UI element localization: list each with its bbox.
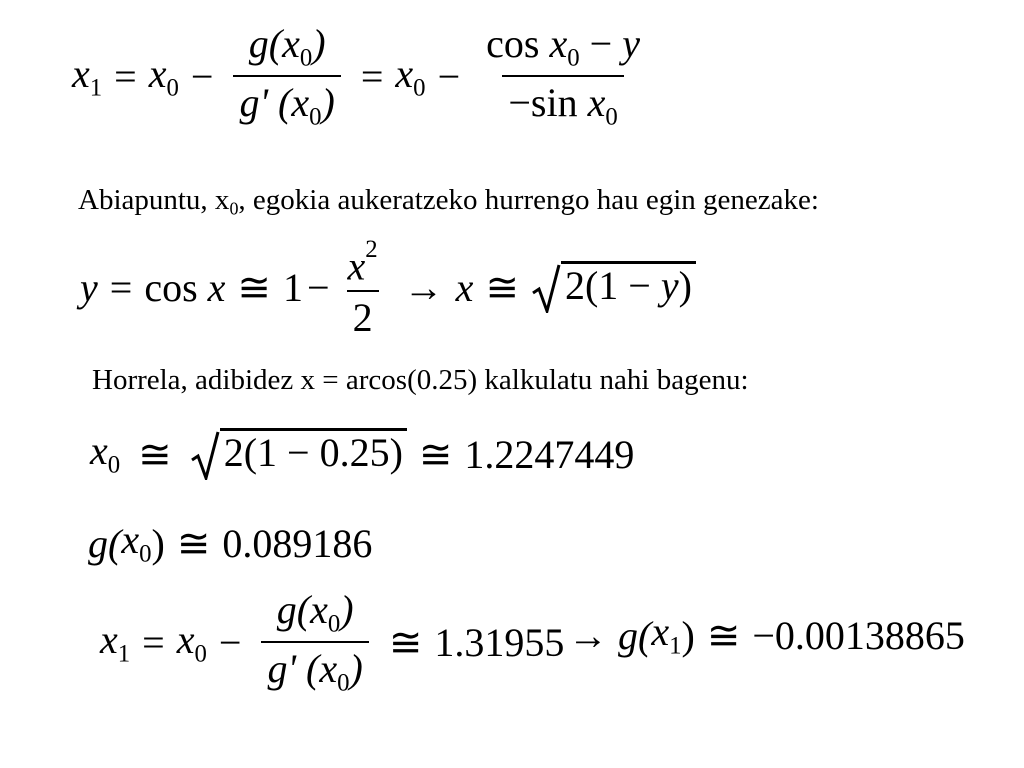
x0-symbol: $x_0$ [176, 616, 207, 668]
cos-over-sin-fraction [480, 21, 646, 132]
x0-symbol: $x_0$ [148, 50, 179, 102]
minus-sign-2: − [437, 54, 461, 100]
equals-sign: = [114, 54, 137, 100]
minus-sign: − [218, 620, 242, 666]
x0-symbol-2: $x_0$ [395, 50, 426, 102]
approx-sign-2: ≅ [418, 432, 453, 477]
g-over-gprime-fraction [261, 587, 368, 698]
g-x0-equation [88, 517, 373, 568]
g-function: g( [618, 612, 652, 658]
fraction-numerator-2: $\cos x_0 - y$ [486, 21, 640, 72]
equals-sign-2: = [360, 54, 384, 100]
g-function: g( [88, 520, 122, 566]
y-symbol: y [80, 265, 98, 311]
fraction-numerator: $g(x_0)$ [248, 21, 326, 72]
approx-sign: ≅ [138, 432, 172, 477]
example-text-arcos: Horrela, adibidez x = arcos(0.25) kalkulatu nahi bagenu: [92, 364, 749, 396]
cos-function: cos [144, 265, 198, 311]
fraction-denominator-2: −sin $x_0$ [502, 75, 623, 130]
arrow-icon: → [568, 612, 608, 658]
close-paren: ) [681, 612, 695, 658]
g-over-gprime-fraction [233, 21, 340, 132]
intro-text-starting-point: Abiapuntu, $x_0$, egokia aukeratzeko hurrengo hau egin genezake: [78, 184, 819, 219]
fraction-denominator: 2 [347, 290, 379, 338]
approx-sign: ≅ [176, 520, 211, 566]
g-x1-equation [568, 609, 965, 660]
fraction-numerator: $g(x_0)$ [276, 587, 354, 638]
one-constant: 1 [282, 265, 303, 311]
close-paren: ) [151, 520, 165, 566]
cos-approximation-equation [80, 236, 696, 341]
g-x0-result: 0.089186 [222, 520, 373, 566]
x0-result: 1.2247449 [464, 432, 635, 477]
square-root [190, 430, 407, 480]
radical-sign-icon [531, 263, 561, 313]
radical-sign-icon [190, 430, 220, 480]
fraction-denominator: g' $(x_0)$ [261, 641, 368, 696]
x-squared-over-two-fraction [342, 236, 384, 341]
equals-sign: = [142, 620, 165, 666]
x-symbol-2: x [455, 265, 474, 311]
minus-sign: − [306, 265, 330, 311]
radicand: 2(1 − y) [561, 261, 696, 313]
x1-value-equation [100, 587, 565, 698]
x1-symbol: $x_1$ [651, 609, 682, 660]
x0-symbol: $x_0$ [90, 428, 121, 479]
x0-symbol: $x_0$ [121, 517, 152, 568]
fraction-numerator: $x^2$ [347, 236, 378, 289]
x1-result: 1.31955 [434, 620, 565, 666]
x1-symbol: $x_1$ [100, 616, 131, 668]
radicand: 2(1 − 0.25) [220, 428, 407, 480]
square-root [531, 263, 696, 313]
x0-value-equation [90, 430, 634, 480]
approx-sign: ≅ [706, 612, 741, 658]
approx-sign: ≅ [388, 620, 423, 666]
minus-sign: − [190, 54, 214, 100]
g-x1-result: −0.00138865 [752, 612, 965, 658]
approx-sign-2: ≅ [485, 265, 519, 311]
x-symbol: x [207, 265, 226, 311]
newton-step-equation [72, 21, 654, 132]
fraction-denominator: g' $(x_0)$ [233, 75, 340, 130]
arrow-icon: → [403, 265, 444, 311]
approx-sign: ≅ [237, 265, 271, 311]
x1-symbol: $x_1$ [72, 50, 103, 102]
equals-sign: = [109, 265, 133, 311]
